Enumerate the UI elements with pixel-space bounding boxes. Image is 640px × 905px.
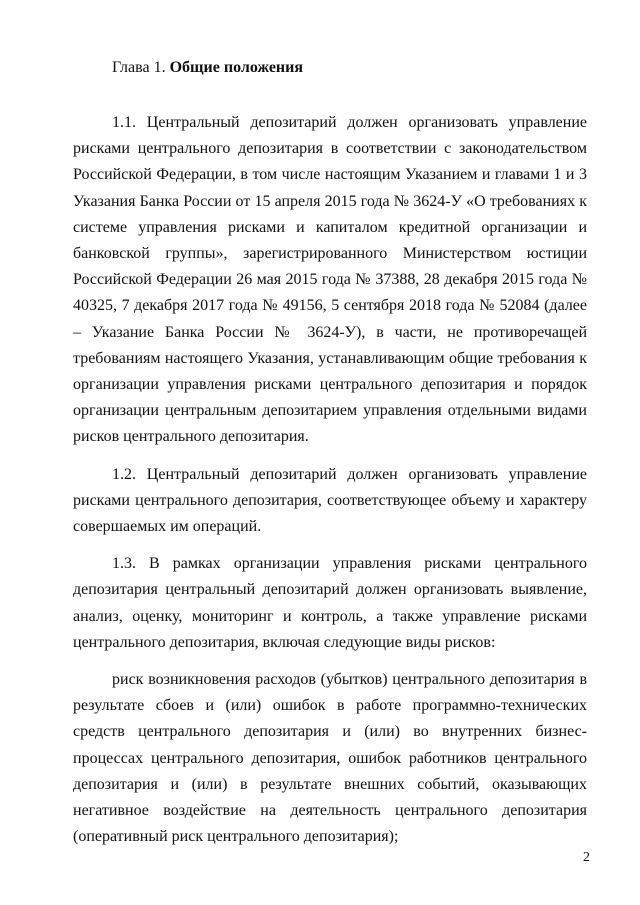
chapter-label: Глава 1.: [112, 59, 170, 76]
document-body: [73, 110, 587, 850]
paragraph-operational-risk: риск возникновения расходов (убытков) центрального депозитария в результате сбоев и (или) ошибок в работе программно-технических средств центрального депозитария и (или) во внутренних бизнес-процессах центрального депозитария, ошибок работников центрального депозитария и (или) в результате внешних событий, оказывающих негативное воздействие на деятельность центрального депозитария (оперативный риск центрального депозитария);: [73, 671, 587, 846]
paragraph-1-3: 1.3. В рамках организации управления рисками центрального депозитария центральный депозитарий должен организовать выявление, анализ, оценку, мониторинг и контроль, а также управление рисками центрального депозитария, включая следующие виды рисков:: [73, 555, 587, 651]
page-number: 2: [583, 850, 590, 865]
paragraph-1-1: 1.1. Центральный депозитарий должен организовать управление рисками центрального депозитария в соответствии с законодательством Российской Федерации, в том числе настоящим Указанием и главами 1 и 3 Указания Банка России от 15 апреля 2015 года № 3624-У «О требованиях к системе управления рисками и капиталом кредитной организации и банковской группы», зарегистрированного Министерством юстиции Российской Федерации 26 мая 2015 года № 37388, 28 декабря 2015 года № 40325, 7 декабря 2017 года № 49156, 5 сентября 2018 года № 52084 (далее – Указание Банка России № 3624-У), в части, не противоречащей требованиям настоящего Указания, устанавливающим общие требования к организации управления рисками центрального депозитария и порядок организации центральным депозитарием управления отдельными видами рисков центрального депозитария.: [73, 114, 587, 446]
chapter-title: Общие положения: [169, 59, 304, 76]
paragraph-1-2: 1.2. Центральный депозитарий должен организовать управление рисками центрального депозитария, соответствующее объему и характеру совершаемых им операций.: [73, 465, 587, 536]
chapter-heading: [112, 57, 303, 79]
